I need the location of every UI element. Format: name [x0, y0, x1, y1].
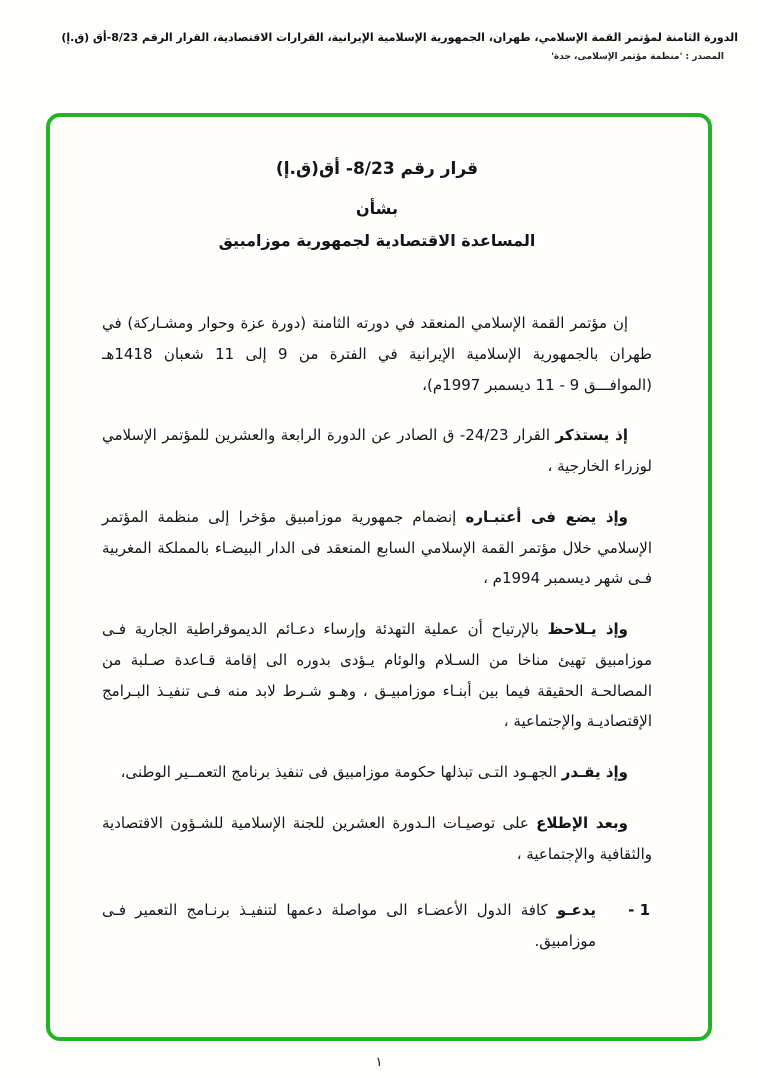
recital-paragraph-5	[102, 808, 652, 870]
item-number: 1 -	[628, 901, 650, 920]
resolution-number-title: قرار رقم 8/23- أق(ق.إ)	[275, 159, 479, 179]
recital-paragraph-1	[102, 420, 652, 482]
document-body	[102, 308, 652, 957]
item-text: كافة الدول الأعضـاء الى مواصلة دعمها لتنفيـذ برنـامج التعمير فـى موزامبيق.	[102, 901, 596, 950]
paragraph-text: إن مؤتمر القمة الإسلامي المنعقد في دورته الثامنة (دورة عزة وحوار ومشـاركة) في طهران بالجمهورية الإسلامية الإيرانية في الفترة من 9 إلى 11 شعبان 1418هـ (الموافـــق 9 - 11 ديسمبر 1997م)،	[102, 314, 652, 394]
paragraph-lead: وبعد الإطلاع	[536, 813, 628, 832]
resolution-subject: المساعدة الاقتصادية لجمهورية موزامبيق	[218, 231, 536, 250]
paragraph-text: القرار 24/23- ق الصادر عن الدورة الرابعة والعشرين للمؤتمر الإسلامي لوزراء الخارجية ،	[102, 426, 652, 475]
item-lead: يدعـو	[556, 901, 596, 920]
header-citation: الدورة الثامنة لمؤتمر القمة الإسلامي، طهران، الجمهورية الإسلامية الإيرانية، القرارات الاقتصادية، القرار الرقم 8/23-أق (ق.إ)	[61, 31, 738, 44]
title-block	[102, 159, 652, 250]
recital-paragraph-2	[102, 502, 652, 594]
paragraph-text: بالإرتياح أن عملية التهدئة وإرساء دعـائم الديموقراطية الجارية فـى موزامبيق تهيئ مناخا من السـلام والوئام يـؤدى بدوره الى إقامة قـاعدة صـلبة من المصالحـة الحقيقة فيما بين أبنـاء موزامبيـق ، وهـو شـرط لابد منه فـى تنفيـذ البـرامج الإقتصاديـة والإجتماعية ،	[102, 620, 652, 731]
paragraph-lead: وإذ يقـدر	[561, 763, 628, 781]
resolution-subtitle: بشأن	[356, 199, 398, 218]
recital-paragraph-3	[102, 614, 652, 737]
preamble-paragraph	[102, 308, 652, 400]
paragraph-lead: وإذ يـلاحظ	[547, 620, 628, 638]
recital-paragraph-4	[102, 757, 652, 788]
page-number: ١	[375, 1055, 383, 1070]
source-header	[20, 30, 738, 62]
paragraph-text: إنضمام جمهورية موزامبيق مؤخرا إلى منظمة المؤتمر الإسلامي خلال مؤتمر القمة الإسلامي السابع المنعقد فى الدار البيضـاء بالمملكة المغربية فـى شهر ديسمبر 1994م ،	[102, 507, 652, 588]
operative-item-1	[102, 895, 652, 957]
item-text-wrap	[102, 895, 596, 957]
paragraph-text: الجهـود التـى تبذلها حكومة موزامبيق فى تنفيذ برنامج التعمــير الوطنى،	[120, 763, 557, 781]
document-frame	[46, 113, 712, 1041]
paragraph-text: على توصيـات الـدورة العشرين للجنة الإسلامية للشـؤون الاقتصادية والثقافية والإجتماعية ،	[102, 813, 652, 863]
header-source: المصدر : 'منظمة مؤتمر الإسلامى، جدة'	[551, 51, 724, 62]
paragraph-lead: إذ يستذكر	[555, 426, 628, 445]
paragraph-lead: وإذ يضع فى أعتبـاره	[465, 507, 629, 526]
